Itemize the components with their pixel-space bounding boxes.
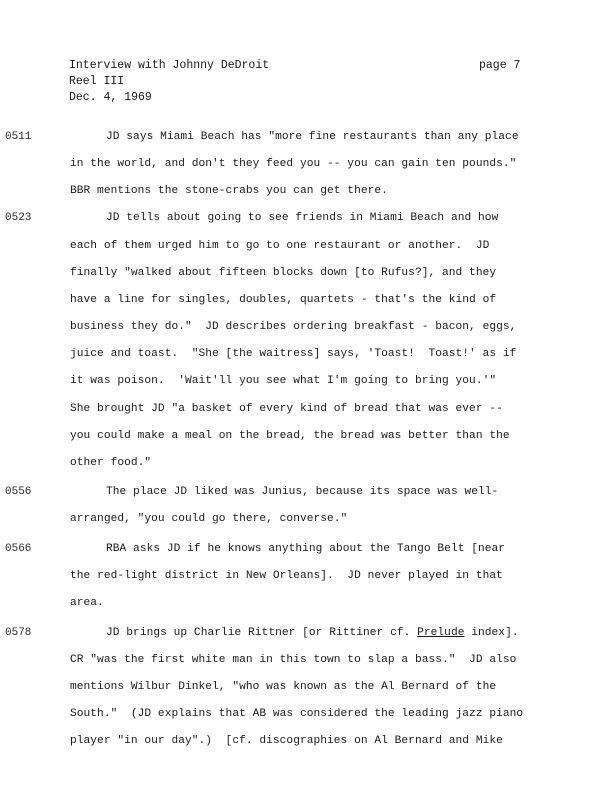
text-line: arranged, "you could go there, converse." <box>70 513 348 525</box>
page-number: page 7 <box>479 59 521 72</box>
text-line: player "in our day".) [cf. discographies on Al Bernard and Mike <box>70 735 503 747</box>
header-reel: Reel III <box>69 75 125 88</box>
text-line: in the world, and don't they feed you -- you can gain ten pounds." <box>70 158 517 170</box>
text-line: She brought JD "a basket of every kind of bread that was ever -- <box>70 403 503 415</box>
text-line: have a line for singles, doubles, quartets - that's the kind of <box>70 294 497 306</box>
text-line: finally "walked about fifteen blocks down [to Rufus?], and they <box>70 267 497 279</box>
text-line: business they do." JD describes ordering breakfast - bacon, eggs, <box>70 321 517 333</box>
text-line: JD says Miami Beach has "more fine restaurants than any place <box>106 131 519 143</box>
header-title: Interview with Johnny DeDroit <box>69 59 270 72</box>
text-line: the red-light district in New Orleans]. JD never played in that <box>70 570 503 582</box>
text-line: South." (JD explains that AB was considered the leading jazz piano <box>70 708 524 720</box>
timestamp: 0578 <box>5 627 32 639</box>
timestamp: 0566 <box>5 543 32 555</box>
text-line: BBR mentions the stone-crabs you can get there. <box>70 185 388 197</box>
timestamp: 0556 <box>5 486 32 498</box>
header-date: Dec. 4, 1969 <box>69 91 152 104</box>
text-line: you could make a meal on the bread, the bread was better than the <box>70 430 510 442</box>
text-line: JD brings up Charlie Rittner [or Rittiner cf. Prelude index]. <box>106 627 519 639</box>
timestamp: 0511 <box>5 131 32 143</box>
text-line: each of them urged him to go to one restaurant or another. JD <box>70 240 490 252</box>
text-line: CR "was the first white man in this town to slap a bass." JD also <box>70 654 517 666</box>
text-line: other food." <box>70 457 152 469</box>
text-line: it was poison. 'Wait'll you see what I'm going to bring you.'" <box>70 375 497 387</box>
timestamp: 0523 <box>5 212 32 224</box>
underlined-reference: Prelude <box>417 627 465 639</box>
text-line: juice and toast. "She [the waitress] says, 'Toast! Toast!' as if <box>70 348 517 360</box>
text-line: RBA asks JD if he knows anything about the Tango Belt [near <box>106 543 506 555</box>
text-line: area. <box>70 597 104 609</box>
text-line: JD tells about going to see friends in Miami Beach and how <box>106 212 499 224</box>
text-line: The place JD liked was Junius, because its space was well- <box>106 486 499 498</box>
text-line: mentions Wilbur Dinkel, "who was known as the Al Bernard of the <box>70 681 497 693</box>
